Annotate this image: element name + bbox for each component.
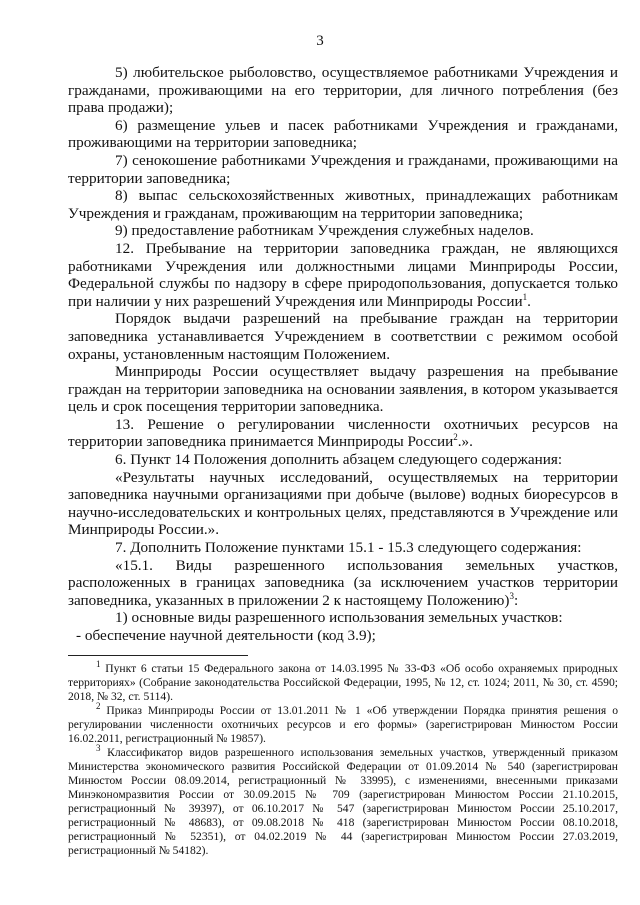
paragraph-text: 8) выпас сельскохозяйственных животных, принадлежащих работникам Учреждения и гражданам, проживающим на территории заповедника; <box>68 187 618 222</box>
footnote-text: Классификатор видов разрешенного использования земельных участков, утвержденный приказом Министерства экономического развития Российской Федерации от 01.09.2014 № 540 (зарегистрирован Минюстом России 08.09.2014, регистрационный № 33995), с изменениями, внесенными приказами Минэкономразвития России от 30.09.2015 № 709 (зарегистрирован Минюстом России 21.10.2015, регистрационный № 39397), от 06.10.2017 № 547 (зарегистрирован Минюстом России 25.10.2017, регистрационный № 48683), от 09.08.2018 № 418 (зарегистрирован Минюстом России 08.10.2018, регистрационный № 52351), от 04.02.2019 № 44 (зарегистрирован Минюстом России 27.03.2019, регистрационный № 54182). <box>68 746 618 857</box>
paragraph-tail: : <box>513 591 519 609</box>
paragraph-15-1 <box>68 557 618 610</box>
paragraph-7-haymaking <box>68 152 618 187</box>
paragraph-main-uses <box>68 609 618 627</box>
paragraph-text: 13. Решение о регулировании численности охотничьих ресурсов на территории заповедника принимается Минприроды России <box>68 415 618 451</box>
paragraph-text: Порядок выдачи разрешений на пребывание граждан на территории заповедника устанавливается Учреждением в соответствии с режимом особой охраны, установленным настоящим Положением. <box>68 310 618 363</box>
paragraph-text: 9) предоставление работникам Учреждения служебных наделов. <box>115 222 534 240</box>
footnote-3 <box>68 743 618 858</box>
paragraph-13-hunting <box>68 416 618 451</box>
footnote-ref-1: 1 <box>522 291 528 302</box>
footnote-separator <box>68 655 248 656</box>
paragraph-text: 7) сенокошение работниками Учреждения и гражданами, проживающими на территории заповедника; <box>68 151 618 187</box>
paragraph-science-use <box>68 627 618 645</box>
paragraph-text: 5) любительское рыболовство, осуществляемое работниками Учреждения и гражданами, проживающими на его территории, для личного потребления (без права продажи); <box>68 64 618 117</box>
paragraph-text: 1) основные виды разрешенного использования земельных участков: <box>115 609 563 627</box>
paragraph-text: Минприроды России осуществляет выдачу разрешения на пребывание граждан на территории заповедника на основании заявления, в котором указывается цель и срок посещения территории заповедника. <box>68 363 618 416</box>
footnote-2 <box>68 701 618 746</box>
paragraph-text: - обеспечение научной деятельности (код 3.9); <box>76 627 376 644</box>
paragraph-item-6 <box>68 451 618 469</box>
footnote-1 <box>68 659 618 704</box>
paragraph-text: 12. Пребывание на территории заповедника граждан, не являющихся работниками Учреждения или должностными лицами Минприроды России, Федеральной службы по надзору в сфере природопользования, допускается только при наличии у них разрешений Учреждения или Минприроды России <box>68 239 618 310</box>
paragraph-8-grazing <box>68 187 618 222</box>
footnote-mark: 2 <box>96 701 101 712</box>
paragraph-9-allotments <box>68 222 618 240</box>
footnotes <box>68 659 618 858</box>
footnote-text: Пункт 6 статьи 15 Федерального закона от 14.03.1995 № 33-ФЗ «Об особо охраняемых природных территориях» (Собрание законодательства Российской Федерации, 1995, № 12, ст. 1024; 2011, № 30, ст. 4590; 2018, № 32, ст. 5114). <box>68 662 618 703</box>
paragraph-text: 6. Пункт 14 Положения дополнить абзацем следующего содержания: <box>115 451 563 469</box>
paragraph-5-fishing <box>68 64 618 117</box>
page-number: 3 <box>316 33 324 49</box>
footnote-mark: 3 <box>96 743 101 754</box>
footnote-ref-2: 2 <box>453 432 458 443</box>
paragraph-permit-procedure <box>68 310 618 363</box>
paragraph-text: 6) размещение ульев и пасек работниками Учреждения и гражданами, проживающими на территории заповедника; <box>68 116 618 152</box>
paragraph-text: «15.1. Виды разрешенного использования земельных участков, расположенных в границах заповедника (за исключением участков территории заповедника, указанных в приложении 2 к настоящему Положению) <box>68 556 618 609</box>
paragraph-tail: .». <box>457 433 473 451</box>
paragraph-permit-issuance <box>68 363 618 416</box>
footnote-mark: 1 <box>96 659 101 670</box>
paragraph-12-stay <box>68 240 618 310</box>
footnote-text: Приказ Минприроды России от 13.01.2011 № 1 «Об утверждении Порядка принятия решения о регулировании численности охотничьих ресурсов и его формы» (зарегистрирован Минюстом России 16.02.2011, регистрационный № 19857). <box>68 704 618 745</box>
paragraph-text: 7. Дополнить Положение пунктами 15.1 - 15.3 следующего содержания: <box>115 539 582 557</box>
paragraph-6-beehives <box>68 117 618 152</box>
footnote-ref-3: 3 <box>509 590 514 601</box>
paragraph-tail: . <box>527 292 531 310</box>
body-text <box>68 64 618 645</box>
paragraph-research-results <box>68 469 618 539</box>
paragraph-text: «Результаты научных исследований, осуществляемых на территории заповедника научными организациями при добыче (вылове) водных биоресурсов в научно-исследовательских и контрольных целях, представляются в Учреждение или Минприроды России.». <box>68 468 618 539</box>
paragraph-item-7 <box>68 539 618 557</box>
